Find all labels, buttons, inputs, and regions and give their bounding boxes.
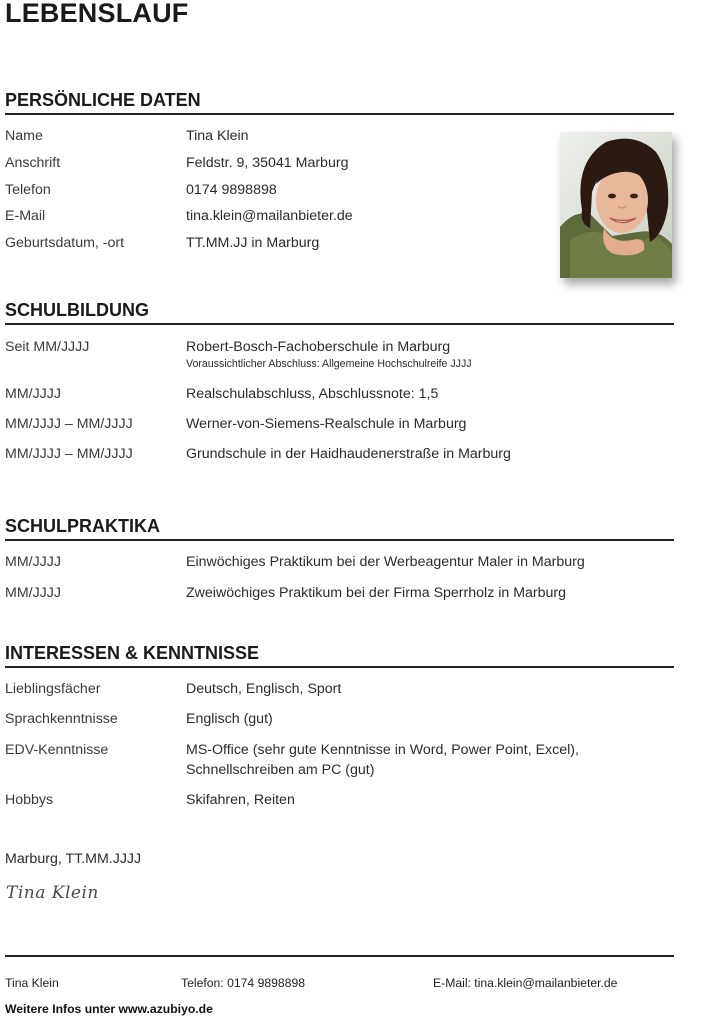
row-label: E-Mail <box>5 208 46 224</box>
row-value: Deutsch, Englisch, Sport <box>186 681 342 697</box>
row-value: Skifahren, Reiten <box>186 792 295 808</box>
row-value: Realschulabschluss, Abschlussnote: 1,5 <box>186 386 439 402</box>
school-name: Robert-Bosch-Fachoberschule in Marburg <box>186 339 451 355</box>
row-label: MM/JJJJ <box>5 554 61 570</box>
section-heading-personal: PERSÖNLICHE DATEN <box>5 89 674 115</box>
row-label: EDV-Kenntnisse <box>5 742 109 758</box>
row-label: MM/JJJJ <box>5 386 61 402</box>
row-label: Hobbys <box>5 792 54 808</box>
section-heading-interests: INTERESSEN & KENNTNISSE <box>5 642 674 668</box>
section-heading-internships: SCHULPRAKTIKA <box>5 515 674 541</box>
row-label: Anschrift <box>5 155 61 171</box>
row-value: Grundschule in der Haidhaudenerstraße in Marburg <box>186 446 511 462</box>
row-value: 0174 9898898 <box>186 182 277 198</box>
footer-more-info: Weitere Infos unter www.azubiyo.de <box>5 1002 213 1016</box>
row-value: Werner-von-Siemens-Realschule in Marburg <box>186 416 467 432</box>
row-label: Seit MM/JJJJ <box>5 339 90 355</box>
row-label: MM/JJJJ – MM/JJJJ <box>5 416 133 432</box>
row-value: tina.klein@mailanbieter.de <box>186 208 353 224</box>
row-label: MM/JJJJ <box>5 585 61 601</box>
row-value: Tina Klein <box>186 128 249 144</box>
row-value: Einwöchiges Praktikum bei der Werbeagentur Maler in Marburg <box>186 554 585 570</box>
footer-email: E-Mail: tina.klein@mailanbieter.de <box>433 976 618 990</box>
row-value: TT.MM.JJ in Marburg <box>186 235 320 251</box>
footer-divider <box>5 955 674 957</box>
row-value: Feldstr. 9, 35041 Marburg <box>186 155 349 171</box>
page-title: LEBENSLAUF <box>5 0 189 28</box>
section-heading-schooling: SCHULBILDUNG <box>5 299 674 325</box>
portrait-photo <box>560 132 672 278</box>
row-label: MM/JJJJ – MM/JJJJ <box>5 446 133 462</box>
row-label: Sprachkenntnisse <box>5 711 118 727</box>
row-value-line: MS-Office (sehr gute Kenntnisse in Word, Power Point, Excel), <box>186 742 579 758</box>
signature: Tina Klein <box>6 883 99 903</box>
row-value: Englisch (gut) <box>186 711 273 727</box>
row-label: Telefon <box>5 182 51 198</box>
row-label: Name <box>5 128 43 144</box>
row-label: Lieblingsfächer <box>5 681 101 697</box>
row-value <box>186 740 579 780</box>
row-value-line: Schnellschreiben am PC (gut) <box>186 762 375 778</box>
place-date: Marburg, TT.MM.JJJJ <box>5 851 142 867</box>
row-value: Zweiwöchiges Praktikum bei der Firma Sperrholz in Marburg <box>186 585 567 601</box>
row-label: Geburtsdatum, -ort <box>5 235 125 251</box>
footer-phone: Telefon: 0174 9898898 <box>181 976 306 990</box>
school-note: Voraussichtlicher Abschluss: Allgemeine Hochschulreife JJJJ <box>186 358 472 370</box>
row-value <box>186 337 472 371</box>
footer-name: Tina Klein <box>5 976 59 990</box>
